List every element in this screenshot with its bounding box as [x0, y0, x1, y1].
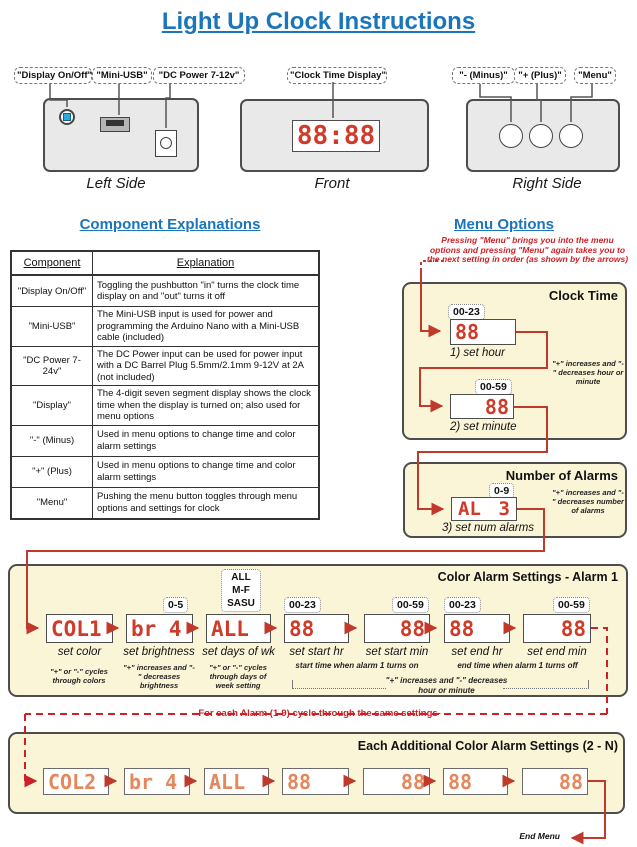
callout-display-onoff: "Display On/Off" — [14, 67, 92, 84]
end-min-label: set end min — [527, 646, 587, 658]
set-num-alarms-label: 3) set num alarms — [442, 522, 535, 534]
set-days-display: ALL — [206, 614, 271, 643]
alarm1-title: Color Alarm Settings - Alarm 1 — [437, 570, 618, 584]
menu-options-heading: Menu Options — [454, 216, 554, 233]
callout-menu-button: "Menu" — [574, 67, 616, 84]
addl-color-display: COL2 — [43, 768, 109, 795]
power-pushbutton-cap-icon — [63, 113, 71, 121]
brightness-range-badge: 0-5 — [163, 597, 188, 613]
callout-plus-button: "+ (Plus)" — [514, 67, 566, 84]
plus-minus-note: "+" increases and "-" decreases hour or minute — [385, 676, 508, 695]
days-range-line: SASU — [227, 598, 255, 609]
component-cell: "Mini-USB" — [11, 307, 93, 347]
num-alarms-title: Number of Alarms — [505, 468, 618, 483]
hour-range-badge: 00-23 — [448, 304, 485, 320]
hour-display: 88 — [450, 319, 516, 345]
brightness-note: "+" increases and "-" decreases brightness — [123, 663, 195, 690]
column-header-component: Component — [11, 251, 93, 275]
minus-button-icon — [499, 124, 523, 148]
addl-start-min-display: 88 — [363, 768, 430, 795]
device-caption-left: Left Side — [86, 175, 146, 192]
table-row — [11, 425, 319, 456]
num-alarms-note: "+" increases and "-" decreases number of alarms — [552, 488, 624, 515]
alarms-range-badge: 0-9 — [489, 483, 514, 499]
days-range-line: M-F — [232, 585, 250, 596]
start-hr-range-badge: 00-23 — [284, 597, 321, 613]
additional-alarms-title: Each Additional Color Alarm Settings (2 - N) — [357, 739, 618, 753]
alarms-display-value: 3 — [498, 498, 510, 520]
end-time-note: end time when alarm 1 turns off — [457, 661, 578, 670]
set-hour-label: 1) set hour — [450, 347, 505, 359]
table-row — [11, 386, 319, 426]
set-color-display: COL1 — [46, 614, 113, 643]
table-header-row — [11, 251, 319, 275]
front-clock-display: 88:88 — [292, 120, 380, 152]
clock-time-note: "+" increases and "-" decreases hour or minute — [552, 359, 624, 386]
callout-dc-power: "DC Power 7-12v" — [153, 67, 245, 84]
days-range-badge — [221, 569, 261, 612]
column-header-explanation: Explanation — [93, 251, 320, 275]
page-title: Light Up Clock Instructions — [161, 8, 476, 35]
start-min-display: 88 — [364, 614, 430, 643]
addl-end-min-display: 88 — [522, 768, 588, 795]
component-cell: "Display" — [11, 386, 93, 426]
callout-mini-usb: "Mini-USB" — [92, 67, 152, 84]
table-row — [11, 307, 319, 347]
device-caption-right: Right Side — [512, 175, 582, 192]
loop-note: -For each Alarm (1-9) cycle through the same settings- — [138, 708, 498, 719]
end-hr-range-badge: 00-23 — [444, 597, 481, 613]
set-minute-label: 2) set minute — [450, 421, 517, 433]
start-min-range-badge: 00-59 — [392, 597, 429, 613]
component-cell: "Display On/Off" — [11, 275, 93, 307]
table-row — [11, 346, 319, 386]
callout-minus-button: "- (Minus)" — [452, 67, 515, 84]
alarms-display-prefix: AL — [458, 498, 481, 520]
callout-clock-display: "Clock Time Display" — [287, 67, 387, 84]
explanation-cell: Pushing the menu button toggles through menu options and settings for clock — [93, 487, 320, 519]
explanation-cell: The 4-digit seven segment display shows the clock time when the display is turned on; also used for menu options — [93, 386, 320, 426]
table-row — [11, 456, 319, 487]
alarms-display — [451, 497, 517, 521]
explanation-cell: The DC Power input can be used for power input with a DC Barrel Plug 5.5mm/2.1mm 9-12V at 2A (not included) — [93, 346, 320, 386]
set-days-label: set days of wk — [202, 646, 275, 658]
addl-start-hr-display: 88 — [282, 768, 349, 795]
start-time-note: start time when alarm 1 turns on — [295, 661, 419, 670]
dc-jack-hole-icon — [160, 137, 172, 149]
component-cell: "Menu" — [11, 487, 93, 519]
start-hr-display: 88 — [284, 614, 349, 643]
component-table — [10, 250, 320, 520]
addl-brightness-display: br 4 — [124, 768, 190, 795]
menu-intro-note: Pressing "Menu" brings you into the menu options and pressing "Menu" again takes you to the next setting in order (as shown by the arrows) — [426, 235, 629, 264]
end-menu-label: End Menu — [519, 831, 560, 841]
explanation-cell: Used in menu options to change time and color alarm settings — [93, 425, 320, 456]
plus-button-icon — [529, 124, 553, 148]
device-caption-front: Front — [314, 175, 350, 192]
start-hr-label: set start hr — [289, 646, 344, 658]
component-explanations-heading: Component Explanations — [79, 216, 261, 233]
start-min-label: set start min — [365, 646, 429, 658]
component-cell: "DC Power 7-24v" — [11, 346, 93, 386]
plus-minus-bracket-left — [292, 680, 386, 689]
explanation-cell: The Mini-USB input is used for power and programming the Arduino Nano with a Mini-USB cable (included) — [93, 307, 320, 347]
addl-days-display: ALL — [204, 768, 269, 795]
addl-end-hr-display: 88 — [443, 768, 508, 795]
table-row — [11, 275, 319, 307]
mini-usb-slot-icon — [106, 120, 124, 126]
explanation-cell: Toggling the pushbutton "in" turns the clock time display on and "out" turns it off — [93, 275, 320, 307]
component-cell: "+" (Plus) — [11, 456, 93, 487]
set-brightness-label: set brightness — [123, 646, 195, 658]
clock-time-title: Clock Time — [548, 288, 618, 303]
end-min-range-badge: 00-59 — [553, 597, 590, 613]
end-hr-label: set end hr — [451, 646, 503, 658]
color-note: "+" or "-" cycles through colors — [50, 667, 108, 685]
days-range-line: ALL — [231, 572, 251, 583]
table-row — [11, 487, 319, 519]
days-note: "+" or "-" cycles through days of week setting — [209, 663, 267, 690]
explanation-cell: Used in menu options to change time and color alarm settings — [93, 456, 320, 487]
end-hr-display: 88 — [444, 614, 510, 643]
menu-button-icon — [559, 124, 583, 148]
minute-display: 88 — [450, 394, 514, 419]
set-brightness-display: br 4 — [126, 614, 193, 643]
set-color-label: set color — [57, 646, 102, 658]
minute-range-badge: 00-59 — [475, 379, 512, 395]
component-cell: "-" (Minus) — [11, 425, 93, 456]
end-min-display: 88 — [523, 614, 591, 643]
plus-minus-bracket-right — [503, 680, 589, 689]
